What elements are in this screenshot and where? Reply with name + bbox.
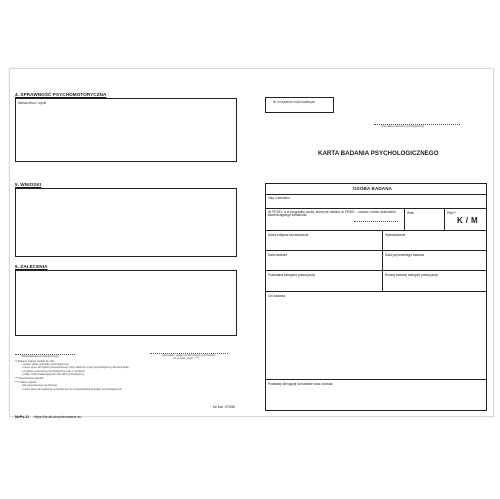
sex-value: K / M	[457, 216, 479, 225]
requested-category-label: Rodzaj badanej kategorii prawa jazdy	[385, 272, 438, 277]
name-label: Imię i nazwisko	[268, 195, 290, 200]
psychologist-caption: (pieczątka i podpis uprawnionego psychologa)	[162, 354, 216, 357]
pesel-dotline	[354, 221, 398, 222]
psychomotor-box[interactable]	[15, 98, 237, 162]
section-title-psychomotor: 4. SPRAWNOŚĆ PSYCHOMOTORYCZNA	[15, 92, 107, 97]
catalog-number: Nr kat. 47008	[213, 405, 235, 409]
age-field[interactable]	[405, 209, 445, 231]
footnote: ***) Należy wpisać:	[15, 381, 37, 385]
footnotes	[15, 360, 215, 391]
register-number-box[interactable]	[265, 97, 334, 113]
footnote: **) Niepotrzebne skreślić	[15, 377, 44, 381]
prev-exam-date-label: Data poprzedniego badania	[385, 252, 425, 257]
pesel-label: Nr PESEL, a w przypadku osoby, której nie nadano nr PESEL – nazwa i numer dokumentu stwierdzającego tożsamość	[268, 209, 396, 218]
prev-exam-date-field[interactable]	[383, 251, 486, 271]
education-label: Wykształcenie	[385, 232, 406, 237]
form-title: KARTA BADANIA PSYCHOLOGICZNEGO	[318, 150, 439, 157]
education-field[interactable]	[383, 231, 486, 251]
footnote: - podpis osoby badanej/wyniki oraz MP psychologiczny	[21, 372, 85, 376]
register-number-label: Nr w rejestrze osób badanych	[273, 100, 316, 104]
sex-field[interactable]	[445, 209, 486, 231]
referral-label: Podstawy kierującej na badanie wraz zdrowia:	[268, 381, 334, 386]
footnote: - uzyskane orzeczenie psychologiczne wraz z wynikami	[21, 369, 85, 373]
license-category-field[interactable]	[266, 271, 383, 292]
footnote: - nazwa i adres jednostki psychologicznej	[21, 363, 69, 367]
requested-category-field[interactable]	[383, 271, 486, 292]
sex-label: Płeć**	[447, 210, 456, 215]
form-code: MzPs-11	[15, 415, 30, 419]
date-caption: (data badania psychologicznego)	[21, 355, 60, 358]
footer	[15, 405, 81, 423]
test-name-label: Nazwa testu / wynik	[18, 101, 47, 105]
age-label: Wiek	[407, 210, 415, 215]
person-table	[265, 183, 487, 411]
purpose-label: Cel badania	[268, 293, 286, 298]
exam-date-label: Data badania	[268, 252, 287, 257]
footnote: - dla uprawnionego psychologa	[21, 384, 57, 388]
form-sheet	[9, 68, 494, 417]
conclusions-box[interactable]	[15, 188, 237, 257]
footnote: - numer wpisu do ewidencji uprawnionych do przeprowadzania badań psychologicznych	[21, 387, 123, 391]
name-field[interactable]	[266, 194, 486, 209]
publisher-url[interactable]: https://druki.aksyderowane.eu	[33, 415, 82, 419]
purpose-field[interactable]	[266, 292, 486, 380]
section-title-recommendations: 6. ZALECENIA	[15, 264, 48, 269]
psychologist-register-caption: (nr w ewid. psych. *** )	[173, 357, 200, 360]
referral-field[interactable]	[266, 380, 486, 410]
stamp-caption: (pieczątka pracowni psychologicznej)	[381, 125, 424, 128]
exam-date-field[interactable]	[266, 251, 383, 271]
person-header: OSOBA BADANA	[353, 186, 393, 191]
address-field[interactable]	[266, 231, 383, 251]
address-label: Adres miejsca zamieszkania	[268, 232, 309, 237]
footnote: - numer wpisu do rejestru prowadzonego przez właściwy organ psychologiczny lub kandydata	[21, 366, 129, 370]
footnote: *) Badanie (zakres badań) do celu:	[15, 360, 55, 363]
pesel-field[interactable]	[266, 209, 405, 231]
recommendations-box[interactable]	[15, 270, 237, 336]
section-title-conclusions: 5. WNIOSKI	[15, 182, 42, 187]
license-category-label: Posiadana kategoria prawa jazdy	[268, 272, 315, 277]
